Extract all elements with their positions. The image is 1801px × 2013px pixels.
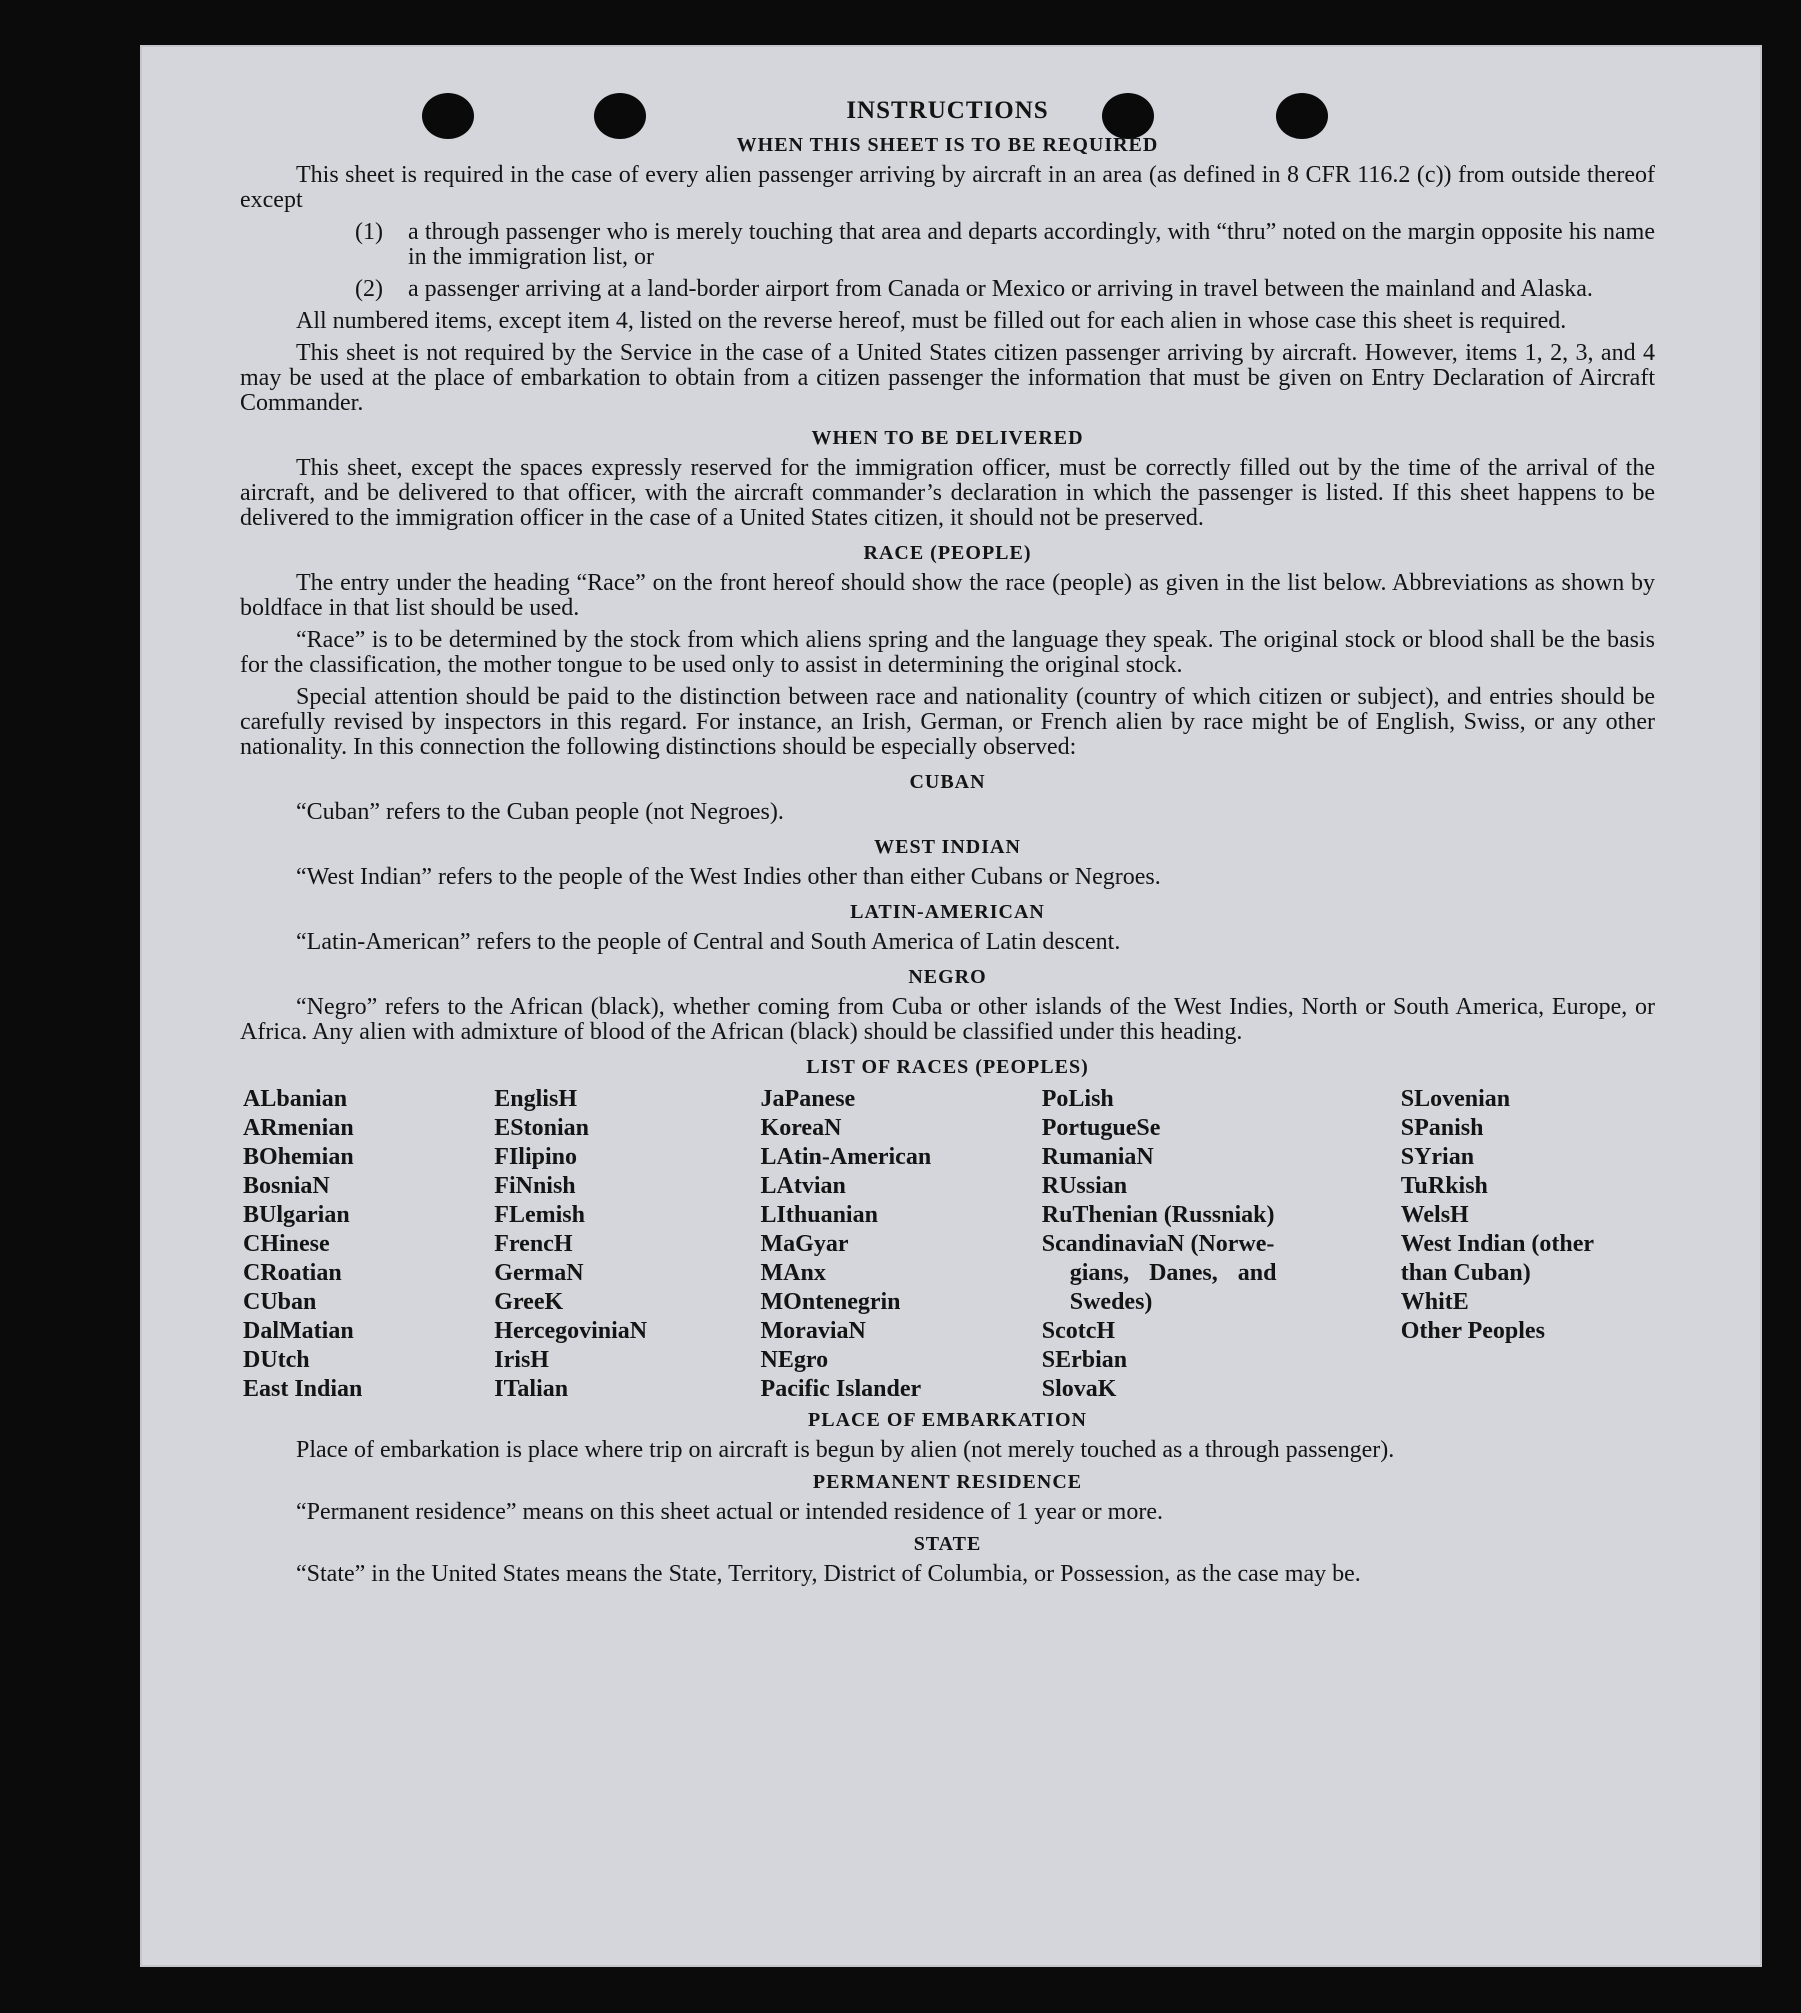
section-heading-residence: PERMANENT RESIDENCE — [812, 1471, 1083, 1493]
race-column — [761, 1085, 1042, 1404]
race-item: ARmenian — [243, 1115, 354, 1141]
paragraph: “West Indian” refers to the people of the West Indies other than either Cubans or Negroes. — [296, 864, 1161, 890]
race-item: PortugueSe — [1041, 1115, 1161, 1141]
section-heading-when-required: WHEN THIS SHEET IS TO BE REQUIRED — [736, 134, 1159, 156]
race-item: ITalian — [494, 1376, 569, 1402]
race-item: DalMatian — [243, 1318, 354, 1344]
paragraph: “Permanent residence” means on this sheet actual or intended residence of 1 year or more. — [296, 1499, 1163, 1525]
race-item-continuation: gians, Danes, and — [1069, 1260, 1277, 1286]
paragraph: “Cuban” refers to the Cuban people (not Negroes). — [296, 799, 784, 825]
section-heading-embarkation: PLACE OF EMBARKATION — [808, 1409, 1087, 1431]
race-item: BUlgarian — [243, 1202, 350, 1228]
race-item: WelsH — [1400, 1202, 1469, 1228]
paragraph: “Race” is to be determined by the stock from which aliens spring and the language they speak. The original stock or blood shall be the basis for the classification, the mother tongue to be used only to assist in determining the original stock. — [240, 627, 1655, 678]
race-item: CRoatian — [243, 1260, 342, 1286]
race-column — [243, 1085, 494, 1404]
section-heading-west-indian: WEST INDIAN — [874, 836, 1021, 858]
race-item: TuRkish — [1400, 1173, 1488, 1199]
race-item: WhitE — [1400, 1289, 1469, 1315]
race-column — [1401, 1085, 1655, 1404]
item-number: (2) — [355, 276, 383, 302]
race-item: BOhemian — [243, 1144, 354, 1170]
race-item: PoLish — [1041, 1086, 1114, 1112]
item-text: a through passenger who is merely touching that area and departs accordingly, with “thru” noted on the margin opposite his name in the immigration list, or — [408, 219, 1655, 270]
race-item: MAnx — [760, 1260, 826, 1286]
race-item: FrencH — [494, 1231, 573, 1257]
race-column — [494, 1085, 760, 1404]
race-item: West Indian (other — [1400, 1231, 1595, 1257]
race-item: Other Peoples — [1400, 1318, 1545, 1344]
race-item: MOntenegrin — [760, 1289, 901, 1315]
section-heading-race-list: LIST OF RACES (PEOPLES) — [806, 1056, 1089, 1078]
race-item: RumaniaN — [1041, 1144, 1154, 1170]
race-item: LAtin-American — [760, 1144, 932, 1170]
race-item: HercegoviniaN — [494, 1318, 648, 1344]
instructions-content — [240, 97, 1655, 1594]
race-item: FLemish — [494, 1202, 585, 1228]
paragraph: The entry under the heading “Race” on the front hereof should show the race (people) as given in the list below. Abbreviations as shown by boldface in that list should be used. — [240, 570, 1655, 621]
race-item: CUban — [243, 1289, 317, 1315]
race-item-continuation: Swedes) — [1069, 1289, 1153, 1315]
race-item: GermaN — [494, 1260, 584, 1286]
race-item: CHinese — [243, 1231, 330, 1257]
race-column — [1042, 1085, 1401, 1404]
section-heading-race: RACE (PEOPLE) — [863, 542, 1032, 564]
race-item: LIthuanian — [760, 1202, 878, 1228]
race-item: BosniaN — [243, 1173, 330, 1199]
paragraph: “State” in the United States means the State, Territory, District of Columbia, or Possession, as the case may be. — [296, 1561, 1361, 1587]
exception-item — [355, 220, 1655, 270]
paragraph: This sheet is not required by the Service in the case of a United States citizen passenger arriving by aircraft. However, items 1, 2, 3, and 4 may be used at the place of embarkation to obtain from a citizen passenger the information that must be given on Entry Declaration of Aircraft Commander. — [240, 340, 1655, 416]
race-item: FIlipino — [494, 1144, 577, 1170]
paragraph: This sheet is required in the case of every alien passenger arriving by aircraft in an area (as defined in 8 CFR 116.2 (c)) from outside thereof except — [240, 162, 1655, 213]
race-item: SErbian — [1041, 1347, 1128, 1373]
race-item: ScandinaviaN (Norwe- — [1041, 1231, 1275, 1257]
race-item: RUssian — [1041, 1173, 1128, 1199]
section-heading-latin-american: LATIN-AMERICAN — [850, 901, 1045, 923]
race-item: EnglisH — [494, 1086, 577, 1112]
paragraph: This sheet, except the spaces expressly reserved for the immigration officer, must be correctly filled out by the time of the arrival of the aircraft, and be delivered to that officer, with the aircraft commander’s declaration in which the passenger is listed. If this sheet happens to be delivered to the immigration officer in the case of a United States citizen, it should not be preserved. — [240, 455, 1655, 531]
exception-item — [355, 277, 1655, 302]
race-item: NEgro — [760, 1347, 829, 1373]
section-heading-cuban: CUBAN — [909, 771, 986, 793]
race-item: SYrian — [1400, 1144, 1475, 1170]
paragraph: All numbered items, except item 4, listed on the reverse hereof, must be filled out for each alien in whose case this sheet is required. — [296, 308, 1567, 334]
page-title: INSTRUCTIONS — [846, 97, 1049, 124]
paragraph: Special attention should be paid to the distinction between race and nationality (country of which citizen or subject), and entries should be carefully revised by inspectors in this regard. For instance, an Irish, German, or French alien by race might be of English, Swiss, or any other nationality. In this connection the following distinctions should be especially observed: — [240, 684, 1655, 760]
item-text: a passenger arriving at a land-border airport from Canada or Mexico or arriving in travel between the mainland and Alaska. — [408, 276, 1593, 302]
race-item: JaPanese — [760, 1086, 856, 1112]
document-page — [140, 45, 1762, 1967]
paragraph: “Negro” refers to the African (black), whether coming from Cuba or other islands of the West Indies, North or South America, Europe, or Africa. Any alien with admixture of blood of the African (black) should be classified under this heading. — [240, 994, 1655, 1045]
race-list — [243, 1085, 1655, 1404]
race-item: RuThenian (Russniak) — [1041, 1202, 1275, 1228]
race-item: KoreaN — [760, 1115, 842, 1141]
paragraph: “Latin-American” refers to the people of Central and South America of Latin descent. — [296, 929, 1121, 955]
race-item: EStonian — [494, 1115, 589, 1141]
race-item: IrisH — [494, 1347, 549, 1373]
section-heading-negro: NEGRO — [908, 966, 987, 988]
race-item: DUtch — [243, 1347, 310, 1373]
section-heading-state: STATE — [913, 1533, 982, 1555]
race-item: Pacific Islander — [760, 1376, 922, 1402]
race-item: SlovaK — [1041, 1376, 1117, 1402]
race-item: East Indian — [243, 1376, 363, 1402]
race-item: GreeK — [494, 1289, 564, 1315]
race-item: SLovenian — [1400, 1086, 1511, 1112]
race-item: ScotcH — [1041, 1318, 1116, 1344]
race-item: MoraviaN — [760, 1318, 866, 1344]
race-item: FiNnish — [494, 1173, 576, 1199]
section-heading-when-delivered: WHEN TO BE DELIVERED — [811, 427, 1084, 449]
race-item: SPanish — [1400, 1115, 1484, 1141]
paragraph: Place of embarkation is place where trip on aircraft is begun by alien (not merely touched as a through passenger). — [296, 1437, 1395, 1463]
race-item: MaGyar — [760, 1231, 849, 1257]
item-number: (1) — [355, 219, 383, 245]
race-item: LAtvian — [760, 1173, 846, 1199]
race-item-continuation: than Cuban) — [1400, 1260, 1531, 1286]
race-item: ALbanian — [243, 1086, 348, 1112]
